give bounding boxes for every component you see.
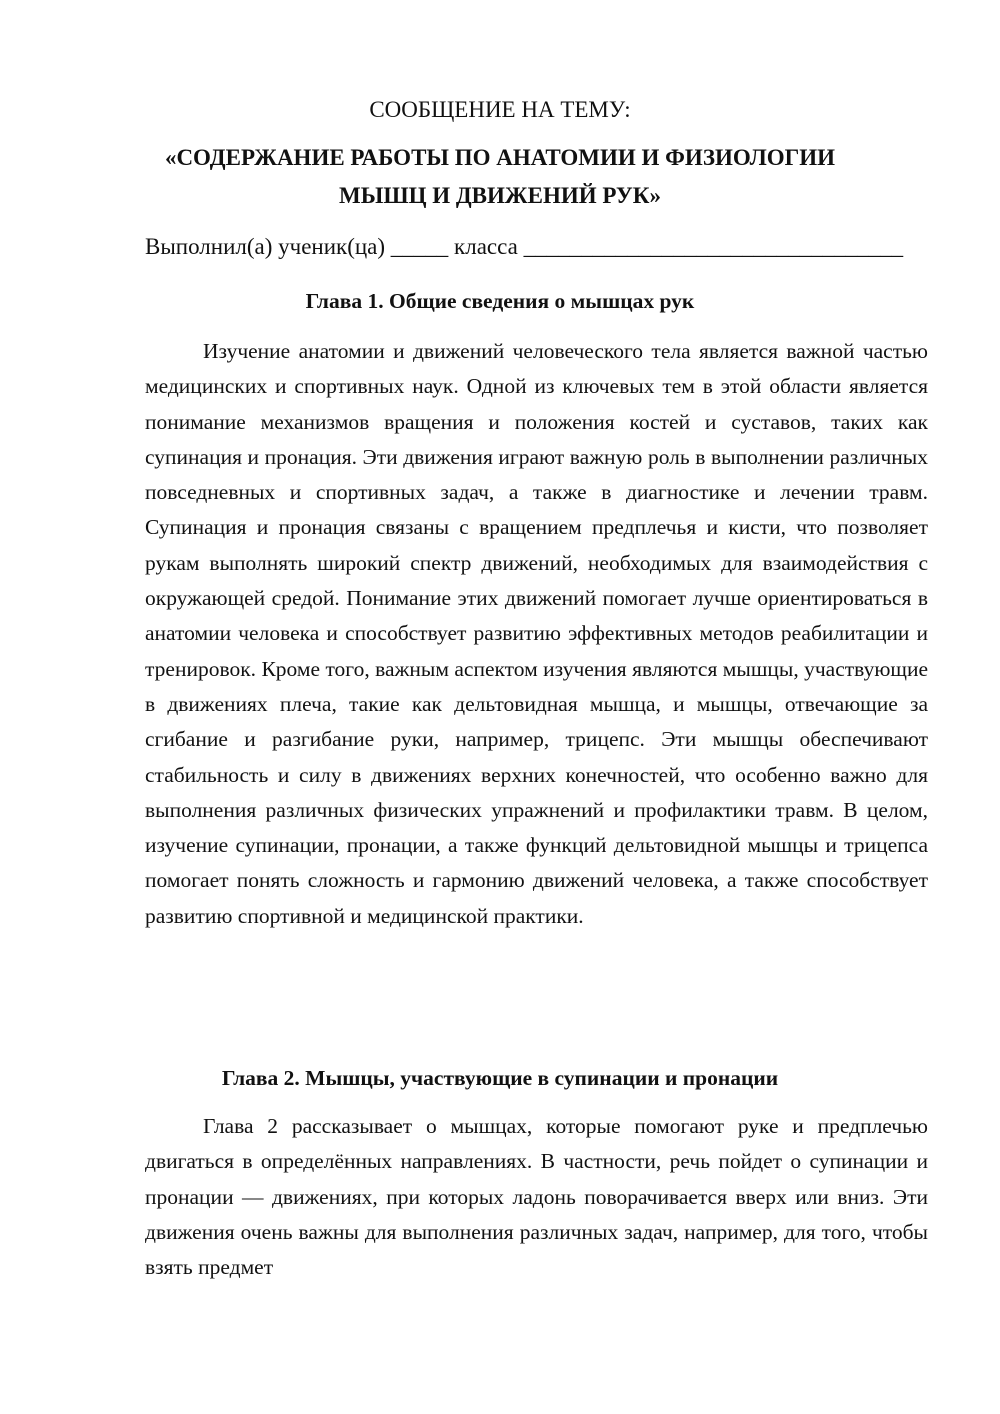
- document-title: [0, 139, 1000, 215]
- document-subject: СООБЩЕНИЕ НА ТЕМУ:: [369, 97, 631, 122]
- chapter-2-paragraph: Глава 2 рассказывает о мышцах, которые помогают руке и предплечью двигаться в определённых направлениях. В частности, речь пойдет о супинации и пронации — движениях, при которых ладонь поворачивается вверх или вниз. Эти движения очень важны для выполнения различных задач, например, для того, чтобы взять предмет: [145, 1114, 928, 1280]
- document-title-line-2: МЫШЦ И ДВИЖЕНИЙ РУК»: [339, 183, 661, 208]
- student-info-line: Выполнил(а) ученик(ца) _____ класса _________________________________: [145, 234, 904, 259]
- chapter-1-heading: Глава 1. Общие сведения о мышцах рук: [305, 289, 695, 313]
- chapter-2-heading: Глава 2. Мышцы, участвующие в супинации и пронации: [221, 1066, 779, 1090]
- chapter-1-paragraph: Изучение анатомии и движений человеческого тела является важной частью медицинских и спортивных наук. Одной из ключевых тем в этой области является понимание механизмов вращения и положения костей и суставов, таких как супинация и пронация. Эти движения играют важную роль в выполнении различных повседневных и спортивных задач, а также в диагностике и лечении травм. Супинация и пронация связаны с вращением предплечья и кисти, что позволяет рукам выполнять широкий спектр движений, необходимых для взаимодействия с окружающей средой. Понимание этих движений помогает лучше ориентироваться в анатомии человека и способствует развитию эффективных методов реабилитации и тренировок. Кроме того, важным аспектом изучения являются мышцы, участвующие в движениях плеча, такие как дельтовидная мышца, и мышцы, отвечающие за сгибание и разгибание руки, например, трицепс. Эти мышцы обеспечивают стабильность и силу в движениях верхних конечностей, что особенно важно для выполнения различных физических упражнений и профилактики травм. В целом, изучение супинации, пронации, а также функций дельтовидной мышцы и трицепса помогает понять сложность и гармонию движений человека, а также способствует развитию спортивной и медицинской практики.: [145, 339, 928, 928]
- document-title-line-1: «СОДЕРЖАНИЕ РАБОТЫ ПО АНАТОМИИ И ФИЗИОЛОГИИ: [164, 145, 836, 170]
